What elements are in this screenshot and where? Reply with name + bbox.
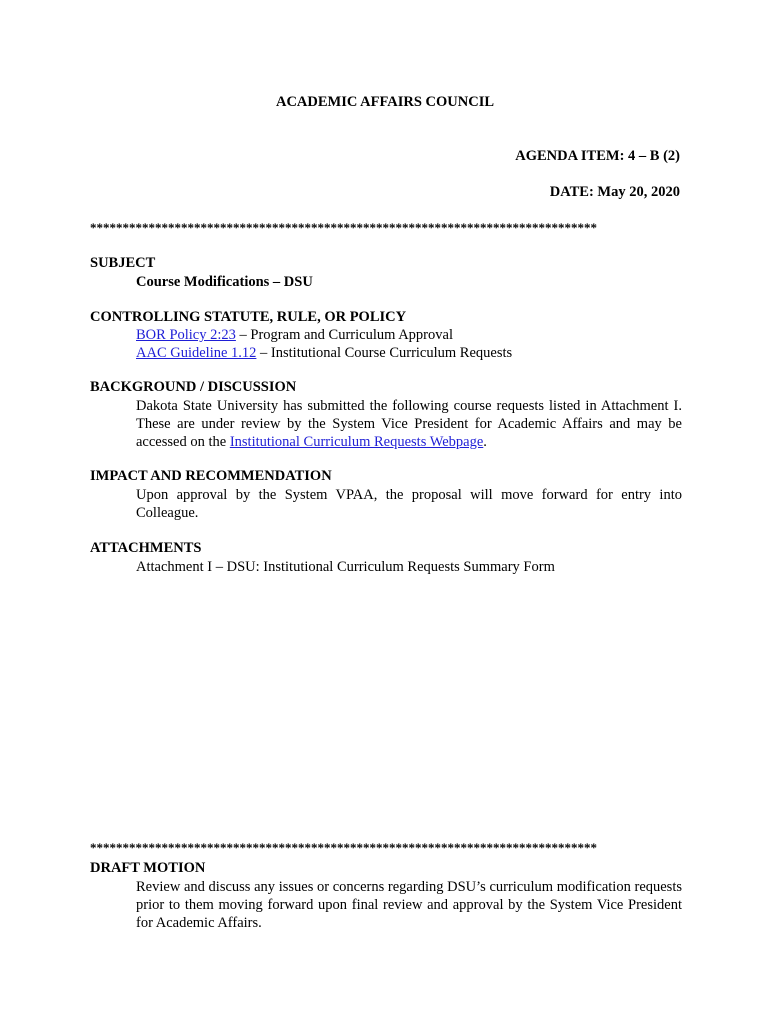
attachments-heading: ATTACHMENTS (90, 540, 202, 556)
meeting-date: DATE: May 20, 2020 (549, 184, 680, 200)
background-heading: BACKGROUND / DISCUSSION (90, 379, 297, 395)
council-title: ACADEMIC AFFAIRS COUNCIL (275, 94, 495, 110)
bor-policy-link[interactable]: BOR Policy 2:23 (136, 327, 236, 343)
agenda-item: AGENDA ITEM: 4 – B (2) (515, 148, 680, 164)
separator-bottom: ****************************************************************************** (90, 840, 597, 855)
impact-text: Upon approval by the System VPAA, the proposal will move forward for entry into Colleague. (136, 487, 682, 521)
policy-item-text: – Program and Curriculum Approval (235, 327, 453, 343)
subject-text: Course Modifications – DSU (136, 274, 313, 290)
subject-heading: SUBJECT (90, 255, 156, 271)
background-body: Dakota State University has submitted the following course requests listed in Attachment I. These are under review by the System Vice President for Academic Affairs and may be accessed on the (136, 398, 682, 450)
motion-text: Review and discuss any issues or concerns regarding DSU’s curriculum modification requests prior to them moving forward upon final review and approval by the System Vice President for Academic Affairs. (136, 879, 682, 931)
policy-heading: CONTROLLING STATUTE, RULE, OR POLICY (90, 309, 407, 325)
policy-item (136, 326, 682, 344)
motion-heading: DRAFT MOTION (90, 860, 206, 876)
aac-guideline-link[interactable]: AAC Guideline 1.12 (136, 345, 257, 361)
policy-item-text: – Institutional Course Curriculum Requests (256, 345, 513, 361)
policy-item (136, 344, 682, 362)
attachments-text: Attachment I – DSU: Institutional Curriculum Requests Summary Form (136, 559, 555, 575)
separator-top: ****************************************************************************** (90, 220, 597, 235)
background-text (136, 397, 682, 451)
impact-heading: IMPACT AND RECOMMENDATION (90, 468, 332, 484)
background-end: . (483, 434, 487, 450)
curriculum-requests-link[interactable]: Institutional Curriculum Requests Webpage (229, 434, 484, 450)
